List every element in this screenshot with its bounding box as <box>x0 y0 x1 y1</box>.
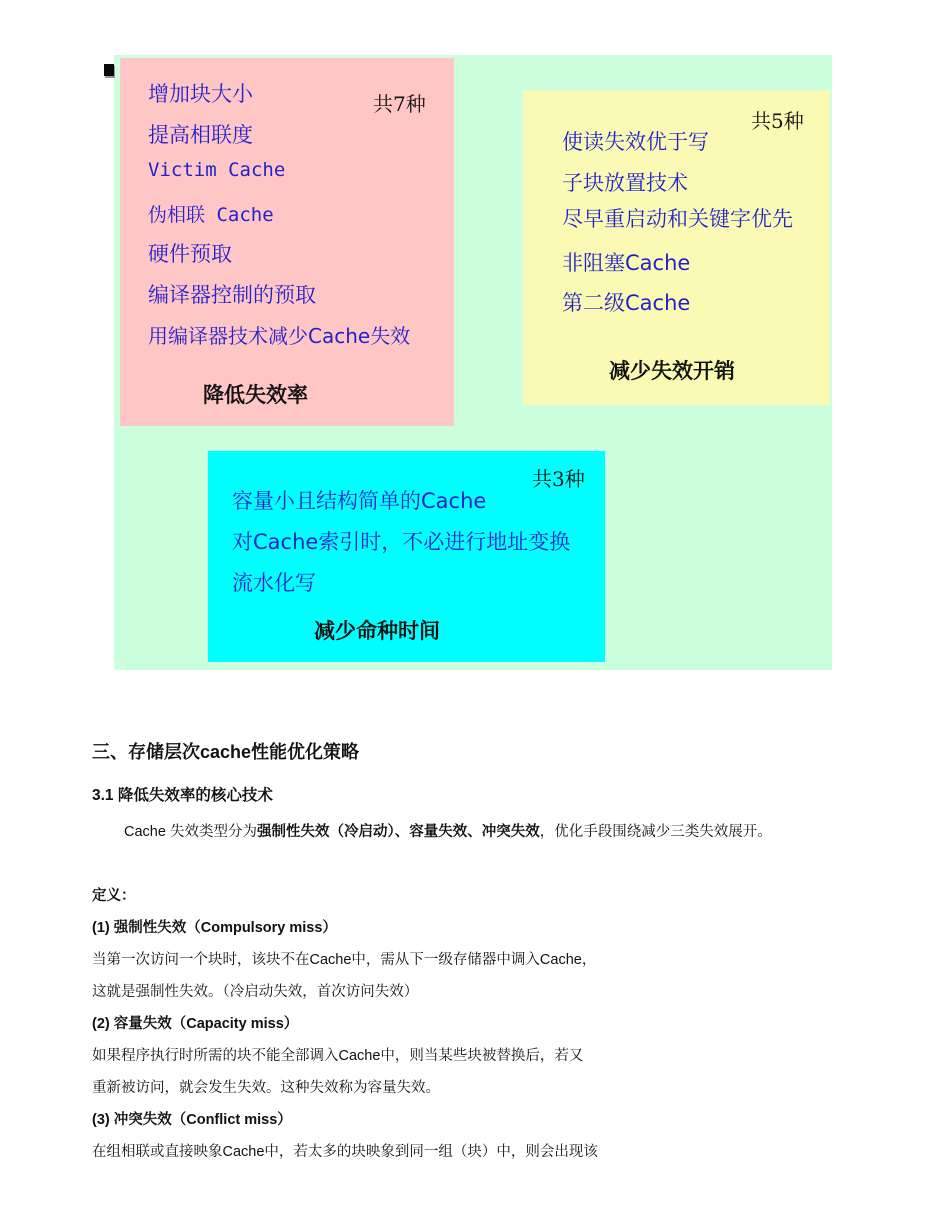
conflict-miss-line: 在组相联或直接映象Cache中，若太多的块映象到同一组（块）中，则会出现该 <box>92 1144 598 1160</box>
miss-rate-item: 伪相联 Cache <box>148 204 274 226</box>
miss-penalty-count: 共5种 <box>751 109 804 133</box>
hit-time-item: 容量小且结构简单的Cache <box>232 489 487 513</box>
miss-rate-box <box>120 58 454 426</box>
section-heading: 三、存储层次cache性能优化策略 <box>92 742 360 762</box>
miss-rate-item: 提高相联度 <box>148 123 253 147</box>
miss-rate-item: 增加块大小 <box>148 82 253 106</box>
conflict-miss-label: (3) 冲突失效（Conflict miss） <box>92 1112 292 1128</box>
compulsory-miss-label: (1) 强制性失效（Compulsory miss） <box>92 920 337 936</box>
miss-penalty-item: 子块放置技术 <box>562 171 688 195</box>
definition-label: 定义： <box>92 888 136 904</box>
miss-penalty-item: 尽早重启动和关键字优先 <box>562 207 793 231</box>
capacity-miss-line: 重新被访问，就会发生失效。这种失效称为容量失效。 <box>92 1080 440 1096</box>
hit-time-title: 减少命种时间 <box>314 619 440 643</box>
compulsory-miss-line: 当第一次访问一个块时，该块不在Cache中，需从下一级存储器中调入Cache， <box>92 952 597 968</box>
hit-time-box <box>208 451 605 662</box>
capacity-miss-label: (2) 容量失效（Capacity miss） <box>92 1016 299 1032</box>
bullet-marker <box>104 64 114 76</box>
capacity-miss-line: 如果程序执行时所需的块不能全部调入Cache中，则当某些块被替换后，若又 <box>92 1048 584 1064</box>
compulsory-miss-line: 这就是强制性失效。（冷启动失效，首次访问失效） <box>92 984 419 1000</box>
miss-rate-item: 硬件预取 <box>148 242 232 266</box>
miss-penalty-item: 非阻塞Cache <box>562 251 691 275</box>
miss-penalty-box <box>523 90 830 405</box>
miss-rate-item: Victim Cache <box>148 159 286 181</box>
intro-prefix: Cache 失效类型分为 <box>124 824 257 840</box>
hit-time-item: 流水化写 <box>232 571 316 595</box>
hit-time-item: 对Cache索引时，不必进行地址变换 <box>232 530 571 554</box>
miss-penalty-title: 减少失效开销 <box>609 359 735 383</box>
miss-rate-title: 降低失效率 <box>203 383 308 407</box>
miss-rate-item: 用编译器技术减少Cache失效 <box>148 324 411 348</box>
hit-time-count: 共3种 <box>532 467 585 491</box>
miss-rate-count: 共7种 <box>373 92 426 116</box>
miss-penalty-item: 第二级Cache <box>562 291 691 315</box>
miss-rate-item: 编译器控制的预取 <box>148 283 316 307</box>
intro-bold: 强制性失效（冷启动）、容量失效、冲突失效 <box>256 824 540 840</box>
subsection-heading: 3.1 降低失效率的核心技术 <box>92 787 273 804</box>
intro-paragraph <box>124 820 772 841</box>
intro-suffix: ，优化手段围绕减少三类失效展开。 <box>539 824 772 840</box>
miss-penalty-item: 使读失效优于写 <box>562 130 709 154</box>
